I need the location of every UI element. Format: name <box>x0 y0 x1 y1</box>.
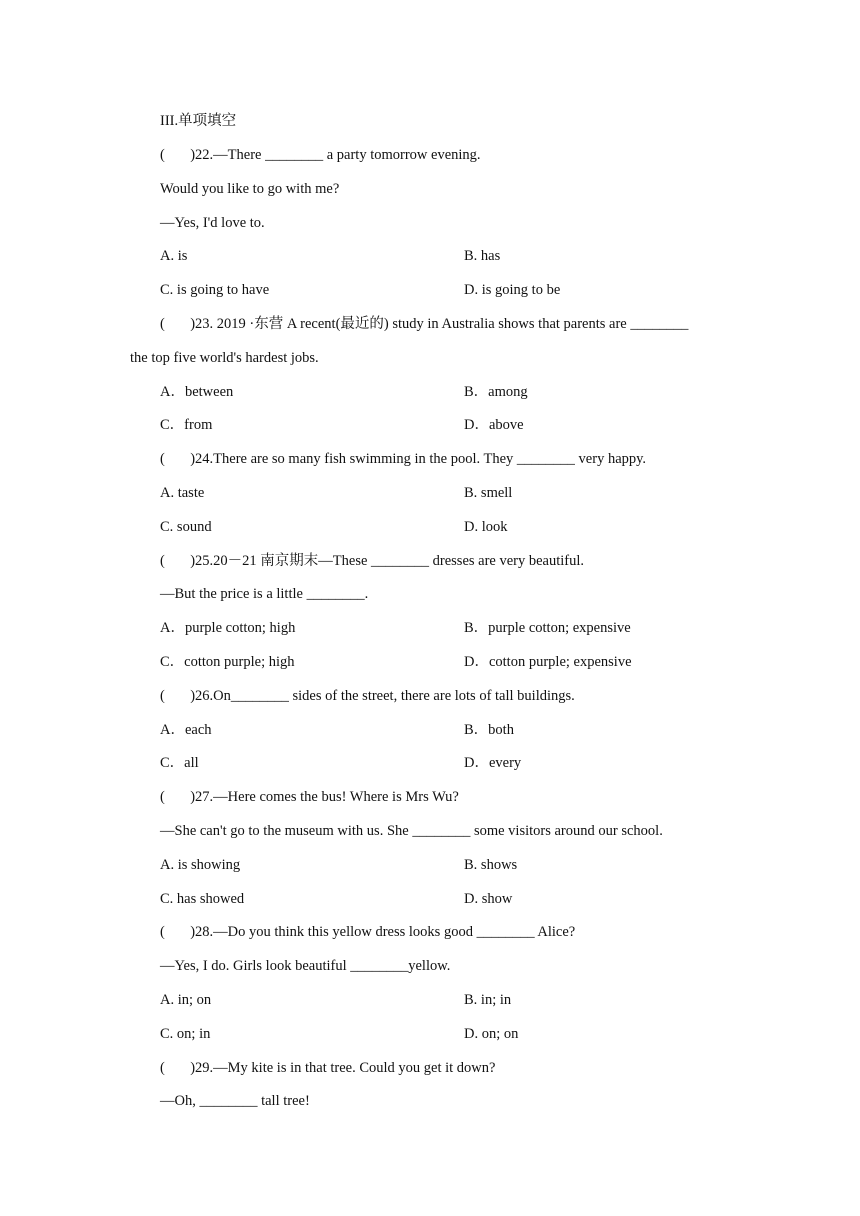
option-left: C．cotton purple; high <box>160 654 295 670</box>
option-left: A．each <box>160 722 212 738</box>
question-line: ( )26.On________ sides of the street, there are lots of tall buildings. <box>160 688 575 704</box>
option-left: A. is <box>160 248 188 264</box>
question-line: —Yes, I do. Girls look beautiful ________yellow. <box>160 958 451 974</box>
question-line: —But the price is a little ________. <box>160 586 369 602</box>
option-right: D．above <box>464 417 524 433</box>
option-left: A．between <box>160 384 234 400</box>
option-right: D．every <box>464 755 522 771</box>
option-left: C．from <box>160 417 213 433</box>
option-right: B．purple cotton; expensive <box>464 620 631 636</box>
question-line: the top five world's hardest jobs. <box>130 350 319 366</box>
option-left: C．all <box>160 755 199 771</box>
question-line: Would you like to go with me? <box>160 181 340 197</box>
option-right: B. in; in <box>464 992 512 1008</box>
option-left: C. is going to have <box>160 282 270 298</box>
question-line: ( )28.—Do you think this yellow dress looks good ________ Alice? <box>160 924 576 940</box>
section-title: III.单项填空 <box>160 113 237 129</box>
question-line: ( )27.—Here comes the bus! Where is Mrs Wu? <box>160 789 459 805</box>
question-line: ( )29.—My kite is in that tree. Could you get it down? <box>160 1060 496 1076</box>
option-right: B. has <box>464 248 501 264</box>
question-line: —Yes, I'd love to. <box>160 215 265 231</box>
option-right: B．among <box>464 384 528 400</box>
option-right: D. on; on <box>464 1026 519 1042</box>
option-right: B．both <box>464 722 514 738</box>
option-right: B. smell <box>464 485 513 501</box>
option-right: D. is going to be <box>464 282 561 298</box>
option-left: A．purple cotton; high <box>160 620 296 636</box>
option-left: C. has showed <box>160 891 245 907</box>
option-left: A. in; on <box>160 992 212 1008</box>
option-left: A. taste <box>160 485 205 501</box>
option-right: D. show <box>464 891 513 907</box>
option-right: D．cotton purple; expensive <box>464 654 632 670</box>
option-left: C. on; in <box>160 1026 211 1042</box>
option-right: D. look <box>464 519 508 535</box>
option-right: B. shows <box>464 857 518 873</box>
question-line: ( )23. 2019 ·东营 A recent(最近的) study in Australia shows that parents are ________ <box>160 316 689 332</box>
question-line: ( )25.20－21 南京期末—These ________ dresses are very beautiful. <box>160 553 585 569</box>
question-line: ( )24.There are so many fish swimming in the pool. They ________ very happy. <box>160 451 647 467</box>
question-line: —Oh, ________ tall tree! <box>160 1093 310 1109</box>
option-left: A. is showing <box>160 857 241 873</box>
question-line: —She can't go to the museum with us. She ________ some visitors around our school. <box>160 823 663 839</box>
question-line: ( )22.—There ________ a party tomorrow evening. <box>160 147 481 163</box>
option-left: C. sound <box>160 519 212 535</box>
